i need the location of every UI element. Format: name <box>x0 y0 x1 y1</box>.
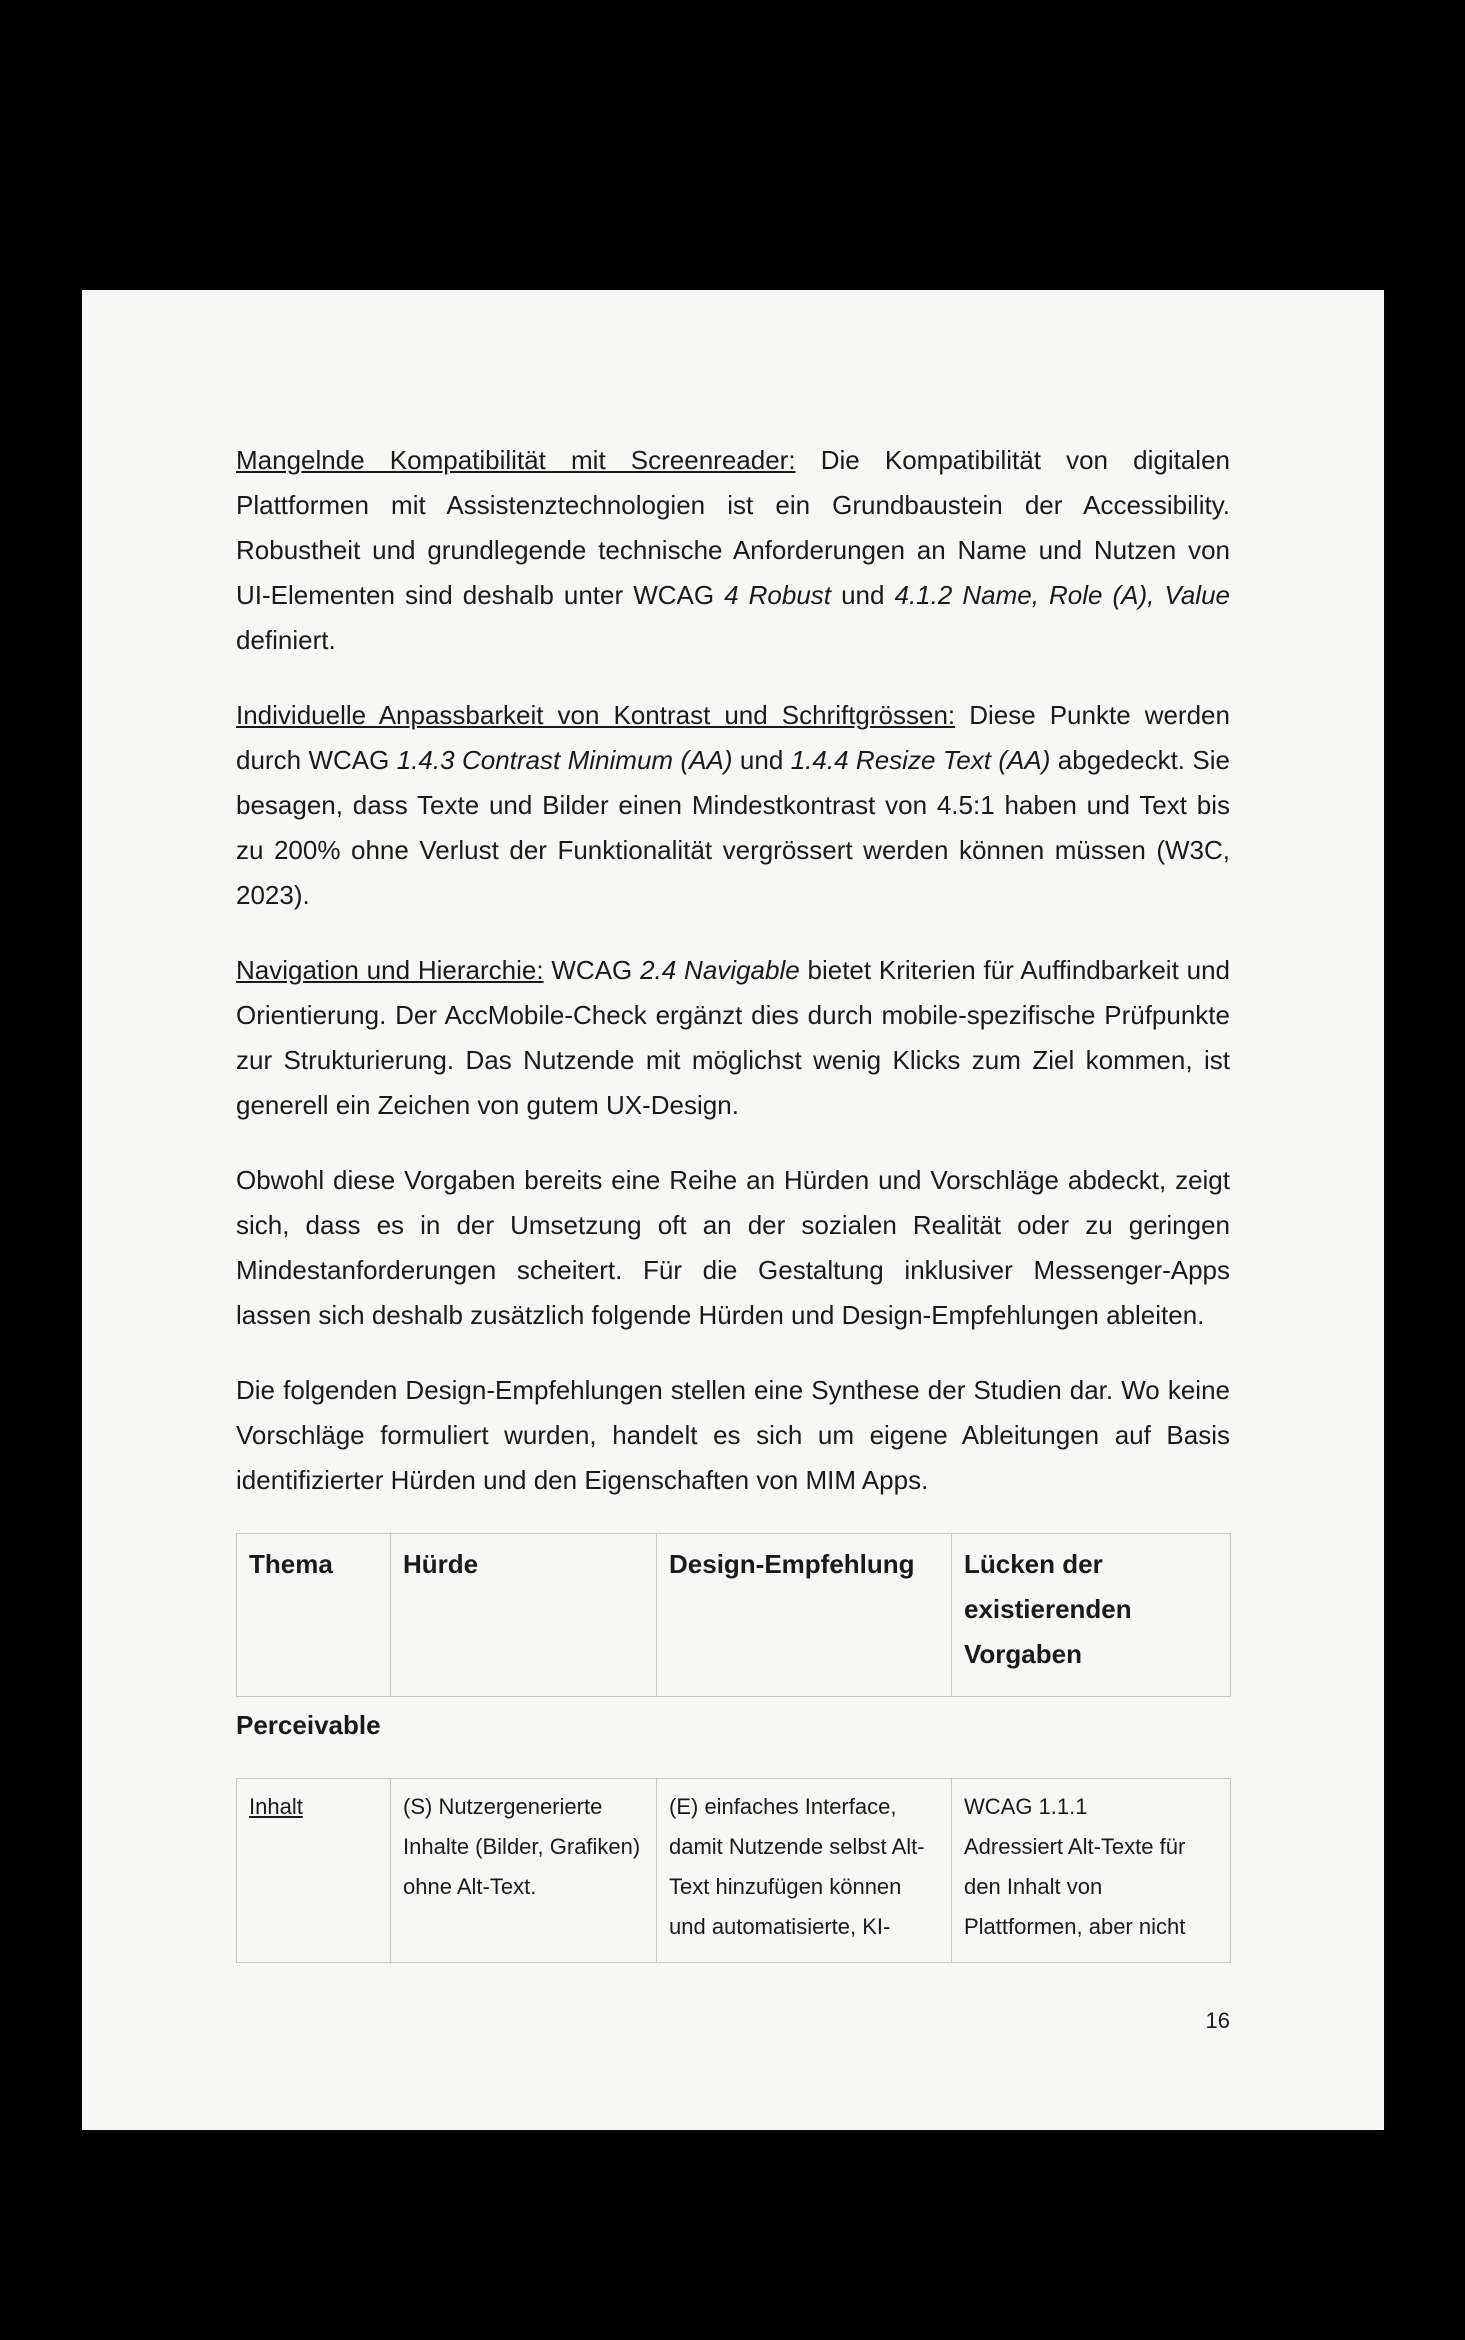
text: und <box>831 580 895 610</box>
luecken-ref: WCAG 1.1.1 <box>964 1794 1088 1819</box>
header-luecken: Lücken der existierenden Vorgaben <box>952 1534 1231 1697</box>
table-row <box>237 1779 1231 1963</box>
text: und <box>732 745 791 775</box>
italic-ref: 4.1.2 Name, Role (A), Value <box>894 580 1230 610</box>
italic-ref: 1.4.3 Contrast Minimum (AA) <box>396 745 733 775</box>
paragraph-screenreader <box>236 438 1230 663</box>
heading-navigation: Navigation und Hierarchie: <box>236 955 544 985</box>
paragraph-kontrast <box>236 693 1230 918</box>
thema-inhalt: Inhalt <box>249 1794 303 1819</box>
luecken-text: Adressiert Alt-Texte für den Inhalt von Plattformen, aber nicht <box>964 1834 1186 1939</box>
page-number: 16 <box>1205 2008 1230 2033</box>
page-content <box>236 438 1230 1963</box>
recommendations-table-header <box>236 1533 1231 1697</box>
cell-huerde: (S) Nutzergenerierte Inhalte (Bilder, Grafiken) ohne Alt-Text. <box>391 1779 657 1963</box>
recommendations-table-body <box>236 1778 1231 1963</box>
text: Diese Punkte werden durch WCAG <box>236 700 1230 775</box>
heading-screenreader: Mangelnde Kompatibilität mit Screenreader: <box>236 445 796 475</box>
text: bietet Kriterien für Auffindbarkeit und Orientierung. Der AccMobile-Check ergänzt dies durch mobile-spezifische Prüfpunkte zur Strukturierung. Das Nutzende mit möglichst wenig Klicks zum Ziel kommen, ist generell ein Zeichen von gutem UX-Design. <box>236 955 1230 1120</box>
italic-ref: 2.4 Navigable <box>640 955 800 985</box>
header-huerde: Hürde <box>391 1534 657 1697</box>
cell-luecken <box>952 1779 1231 1963</box>
text: Die Kompatibilität von digitalen Plattformen mit Assistenztechnologien ist ein Grundbaustein der Accessibility. Robustheit und grundlegende technische Anforderungen an Name und Nutzen von UI-Elementen sind deshalb unter WCAG <box>236 445 1230 610</box>
section-label-perceivable: Perceivable <box>236 1710 381 1740</box>
italic-ref: 4 Robust <box>724 580 832 610</box>
paragraph-synthese: Die folgenden Design-Empfehlungen stellen eine Synthese der Studien dar. Wo keine Vorschläge formuliert wurden, handelt es sich um eigene Ableitungen auf Basis identifizierter Hürden und den Eigenschaften von MIM Apps. <box>236 1375 1230 1495</box>
text: definiert. <box>236 625 336 655</box>
header-thema: Thema <box>237 1534 391 1697</box>
italic-ref: 1.4.4 Resize Text (AA) <box>790 745 1051 775</box>
cell-thema <box>237 1779 391 1963</box>
paragraph-navigation <box>236 948 1230 1128</box>
header-design-empfehlung: Design-Empfehlung <box>657 1534 952 1697</box>
text: WCAG <box>543 955 641 985</box>
heading-kontrast: Individuelle Anpassbarkeit von Kontrast und Schriftgrössen: <box>236 700 956 730</box>
document-page <box>82 290 1384 2130</box>
cell-empfehlung: (E) einfaches Interface, damit Nutzende selbst Alt-Text hinzufügen können und automatisierte, KI- <box>657 1779 952 1963</box>
table-header-row <box>237 1534 1231 1697</box>
text: abgedeckt. Sie besagen, dass Texte und Bilder einen Mindestkontrast von 4.5:1 haben und Text bis zu 200% ohne Verlust der Funktionalität vergrössert werden können müssen (W3C, 2023). <box>236 745 1231 910</box>
paragraph-vorgaben: Obwohl diese Vorgaben bereits eine Reihe an Hürden und Vorschläge abdeckt, zeigt sich, dass es in der Umsetzung oft an der sozialen Realität oder zu geringen Mindestanforderungen scheitert. Für die Gestaltung inklusiver Messenger-Apps lassen sich deshalb zusätzlich folgende Hürden und Design-Empfehlungen ableiten. <box>236 1165 1230 1330</box>
